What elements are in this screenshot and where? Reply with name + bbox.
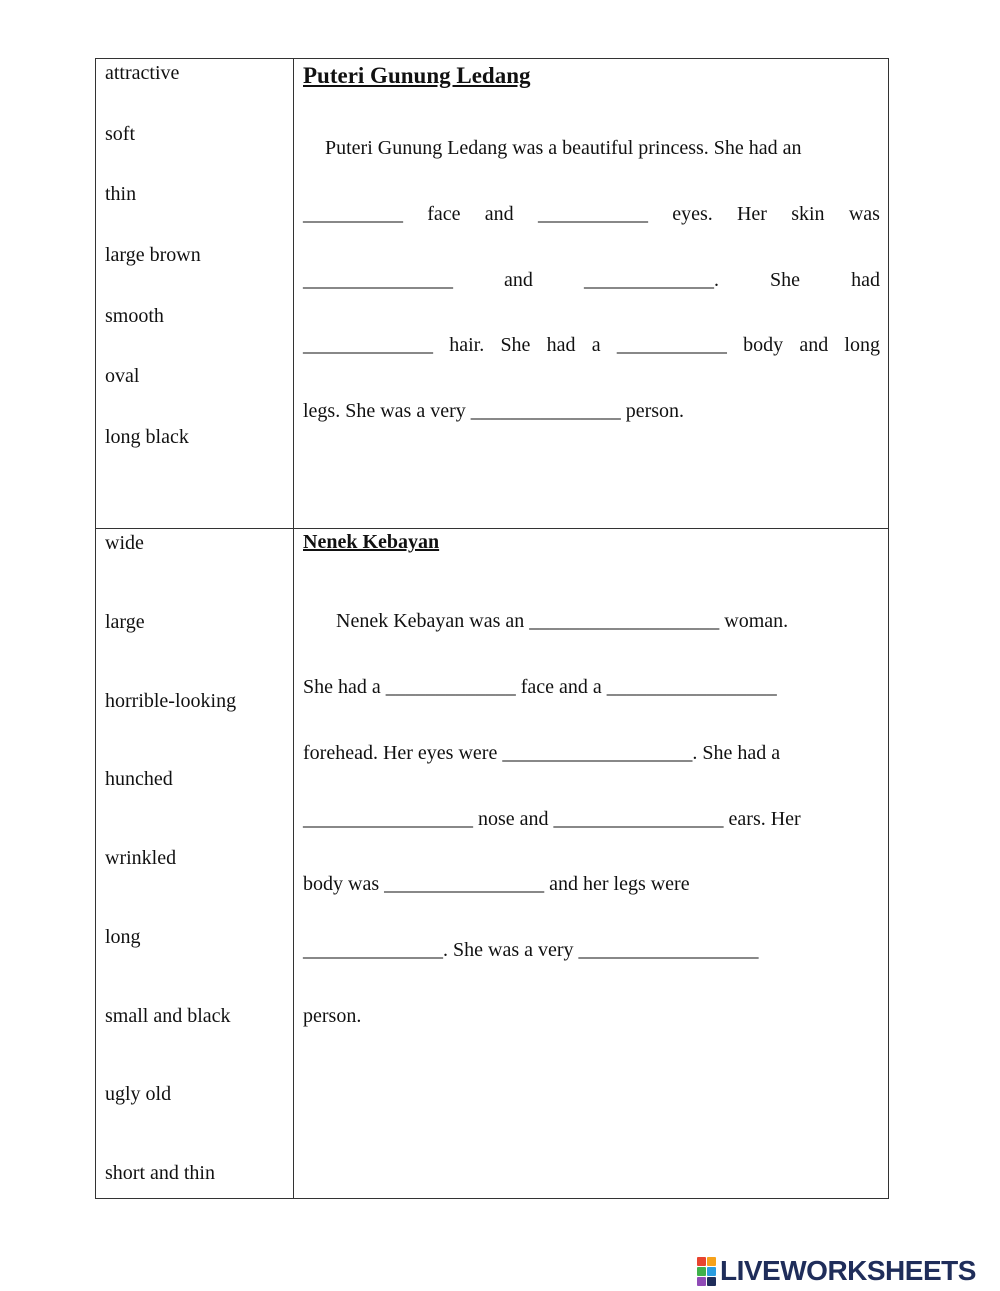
passage-line: __________ face and ___________ eyes. Her skin was	[303, 203, 880, 225]
word-bank-item: large brown	[105, 244, 201, 266]
passage-line: ______________. She was a very __________________	[303, 939, 759, 961]
passage-line: forehead. Her eyes were ___________________. She had a	[303, 742, 781, 764]
passage-line: Puteri Gunung Ledang was a beautiful princess. She had an	[325, 137, 802, 159]
logo-tile	[707, 1277, 716, 1286]
logo-tile	[697, 1257, 706, 1266]
word-bank-item: short and thin	[105, 1162, 215, 1184]
column-divider	[293, 59, 294, 1198]
passage-line: _______________ and _____________. She had	[303, 269, 880, 291]
worksheet-table	[95, 58, 889, 1199]
word-bank-item: long black	[105, 426, 189, 448]
passage-line: _________________ nose and _________________ ears. Her	[303, 808, 801, 830]
passage-line: body was ________________ and her legs were	[303, 873, 690, 895]
word-bank-item: smooth	[105, 305, 164, 327]
word-bank-item: large	[105, 611, 145, 633]
word-bank-item: attractive	[105, 62, 180, 84]
word-bank-item: long	[105, 926, 141, 948]
word-bank-item: horrible-looking	[105, 690, 237, 712]
word-bank-item: ugly old	[105, 1083, 172, 1105]
passage-line: person.	[303, 1005, 362, 1027]
logo-tile	[697, 1277, 706, 1286]
passage-line: _____________ hair. She had a ___________ body and long	[303, 334, 880, 356]
word-bank-item: oval	[105, 365, 140, 387]
passage-title: Nenek Kebayan	[303, 531, 440, 553]
liveworksheets-logo	[697, 1255, 976, 1287]
logo-tile	[697, 1267, 706, 1276]
logo-mark-icon	[697, 1257, 716, 1286]
row-divider	[96, 528, 888, 529]
passage-title: Puteri Gunung Ledang	[303, 63, 531, 88]
word-bank-item: small and black	[105, 1005, 231, 1027]
passage-line: Nenek Kebayan was an ___________________ woman.	[336, 610, 789, 632]
word-bank-item: wrinkled	[105, 847, 177, 869]
logo-tile	[707, 1267, 716, 1276]
word-bank-item: hunched	[105, 768, 173, 790]
word-bank-item: thin	[105, 183, 137, 205]
logo-tile	[707, 1257, 716, 1266]
word-bank-item: wide	[105, 532, 144, 554]
passage-line: She had a _____________ face and a _________________	[303, 676, 777, 698]
logo-text: LIVEWORKSHEETS	[720, 1255, 976, 1286]
passage-line: legs. She was a very _______________ person.	[303, 400, 685, 422]
word-bank-item: soft	[105, 123, 135, 145]
